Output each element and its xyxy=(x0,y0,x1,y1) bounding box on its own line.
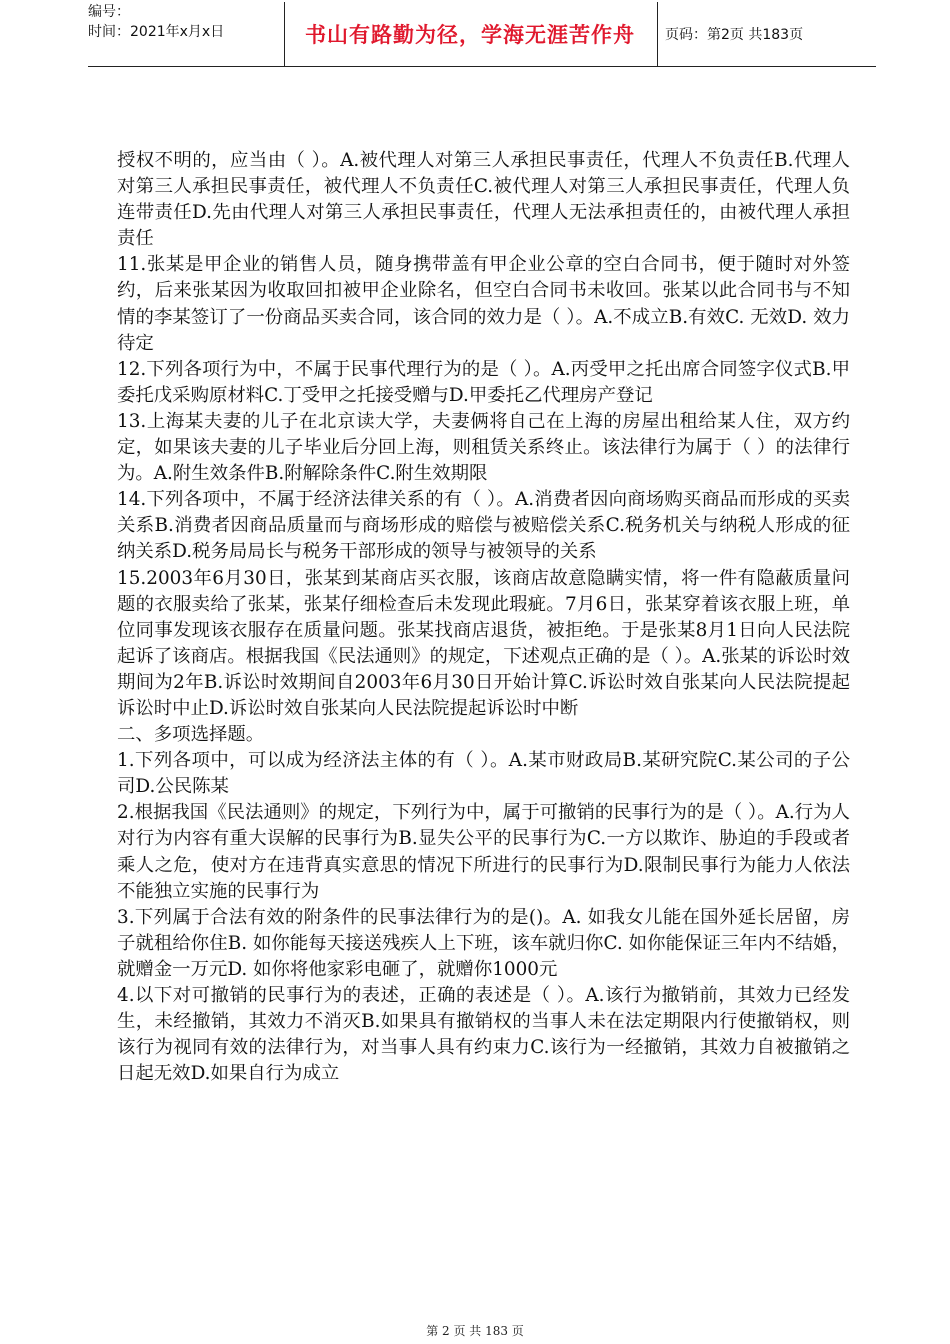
document-number-label: 编号： xyxy=(88,4,130,20)
multi-question-4: 4.以下对可撤销的民事行为的表述，正确的表述是（ ）。A.该行为撤销前，其效力已经发生，未经撤销，其效力不消灭B.如果具有撤销权的当事人未在法定期限内行使撤销权，则该行为视同有效的法律行为，对当事人具有约束力C.该行为一经撤销，其效力自被撤销之日起无效D.如果自行为成立 xyxy=(117,985,850,1085)
header-motto: 书山有路勤为径，学海无涯苦作舟 xyxy=(305,23,635,47)
section-heading-multiple-choice: 二、多项选择题。 xyxy=(117,724,265,746)
document-body xyxy=(117,148,850,1087)
multi-question-2: 2.根据我国《民法通则》的规定，下列行为中，属于可撤销的民事行为的是（ ）。A.行为人对行为内容有重大误解的民事行为B.显失公平的民事行为C.一方以欺诈、胁迫的手段或者乘人之危，使对方在违背真实意思的情况下所进行的民事行为D.限制民事行为能力人依法不能独立实施的民事行为 xyxy=(117,802,850,902)
header-divider-left xyxy=(284,2,285,66)
question-12: 12.下列各项行为中，不属于民事代理行为的是（ ）。A.丙受甲之托出席合同签字仪式B.甲委托戊采购原材料C.丁受甲之托接受赠与D.甲委托乙代理房产登记 xyxy=(117,358,850,406)
header-divider-right xyxy=(657,2,658,66)
page-footer: 第 2 页 共 183 页 xyxy=(426,1324,524,1338)
header-meta xyxy=(88,2,283,66)
multi-question-3: 3.下列属于合法有效的附条件的民事法律行为的是()。A. 如我女儿能在国外延长居留，房子就租给你住B. 如你能每天接送残疾人上下班，该车就归你C. 如你能保证三年内不结婚，就赠金一万元D. 如你将他家彩电砸了，就赠你1000元 xyxy=(117,906,850,980)
question-14: 14.下列各项中，不属于经济法律关系的有（ ）。A.消费者因向商场购买商品而形成的买卖关系B.消费者因商品质量而与商场形成的赔偿与被赔偿关系C.税务机关与纳税人形成的征纳关系D.税务局局长与税务干部形成的领导与被领导的关系 xyxy=(117,489,850,563)
question-15: 15.2003年6月30日，张某到某商店买衣服，该商店故意隐瞒实情，将一件有隐蔽质量问题的衣服卖给了张某，张某仔细检查后未发现此瑕疵。7月6日，张某穿着该衣服上班，单位同事发现该衣服存在质量问题。张某找商店退货，被拒绝。于是张某8月1日向人民法院起诉了该商店。根据我国《民法通则》的规定，下述观点正确的是（ ）。A.张某的诉讼时效期间为2年B.诉讼时效期间自2003年6月30日开始计算C.诉讼时效自张某向人民法院提起诉讼时中止D.诉讼时效自张某向人民法院提起诉讼时中断 xyxy=(117,567,851,719)
header-page-info: 页码：第2页 共183页 xyxy=(665,27,804,43)
question-13: 13.上海某夫妻的儿子在北京读大学，夫妻俩将自己在上海的房屋出租给某人住，双方约定，如果该夫妻的儿子毕业后分回上海，则租赁关系终止。该法律行为属于（ ）的法律行为。A.附生效条件B.附解除条件C.附生效期限 xyxy=(117,410,850,485)
paragraph-continuation: 授权不明的，应当由（ ）。A.被代理人对第三人承担民事责任，代理人不负责任B.代理人对第三人承担民事责任，被代理人不负责任C.被代理人对第三人承担民事责任，代理人负连带责任D.先由代理人对第三人承担民事责任，代理人无法承担责任的，由被代理人承担责任 xyxy=(117,150,850,250)
document-time-label: 时间：2021年x月x日 xyxy=(88,24,225,40)
page-header xyxy=(88,2,876,67)
question-11: 11.张某是甲企业的销售人员，随身携带盖有甲企业公章的空白合同书，便于随时对外签约，后来张某因为收取回扣被甲企业除名，但空白合同书未收回。张某以此合同书与不知情的李某签订了一份商品买卖合同，该合同的效力是（ ）。A.不成立B.有效C. 无效D. 效力待定 xyxy=(117,254,850,354)
multi-question-1: 1.下列各项中，可以成为经济法主体的有（ ）。A.某市财政局B.某研究院C.某公司的子公司D.公民陈某 xyxy=(117,750,850,798)
